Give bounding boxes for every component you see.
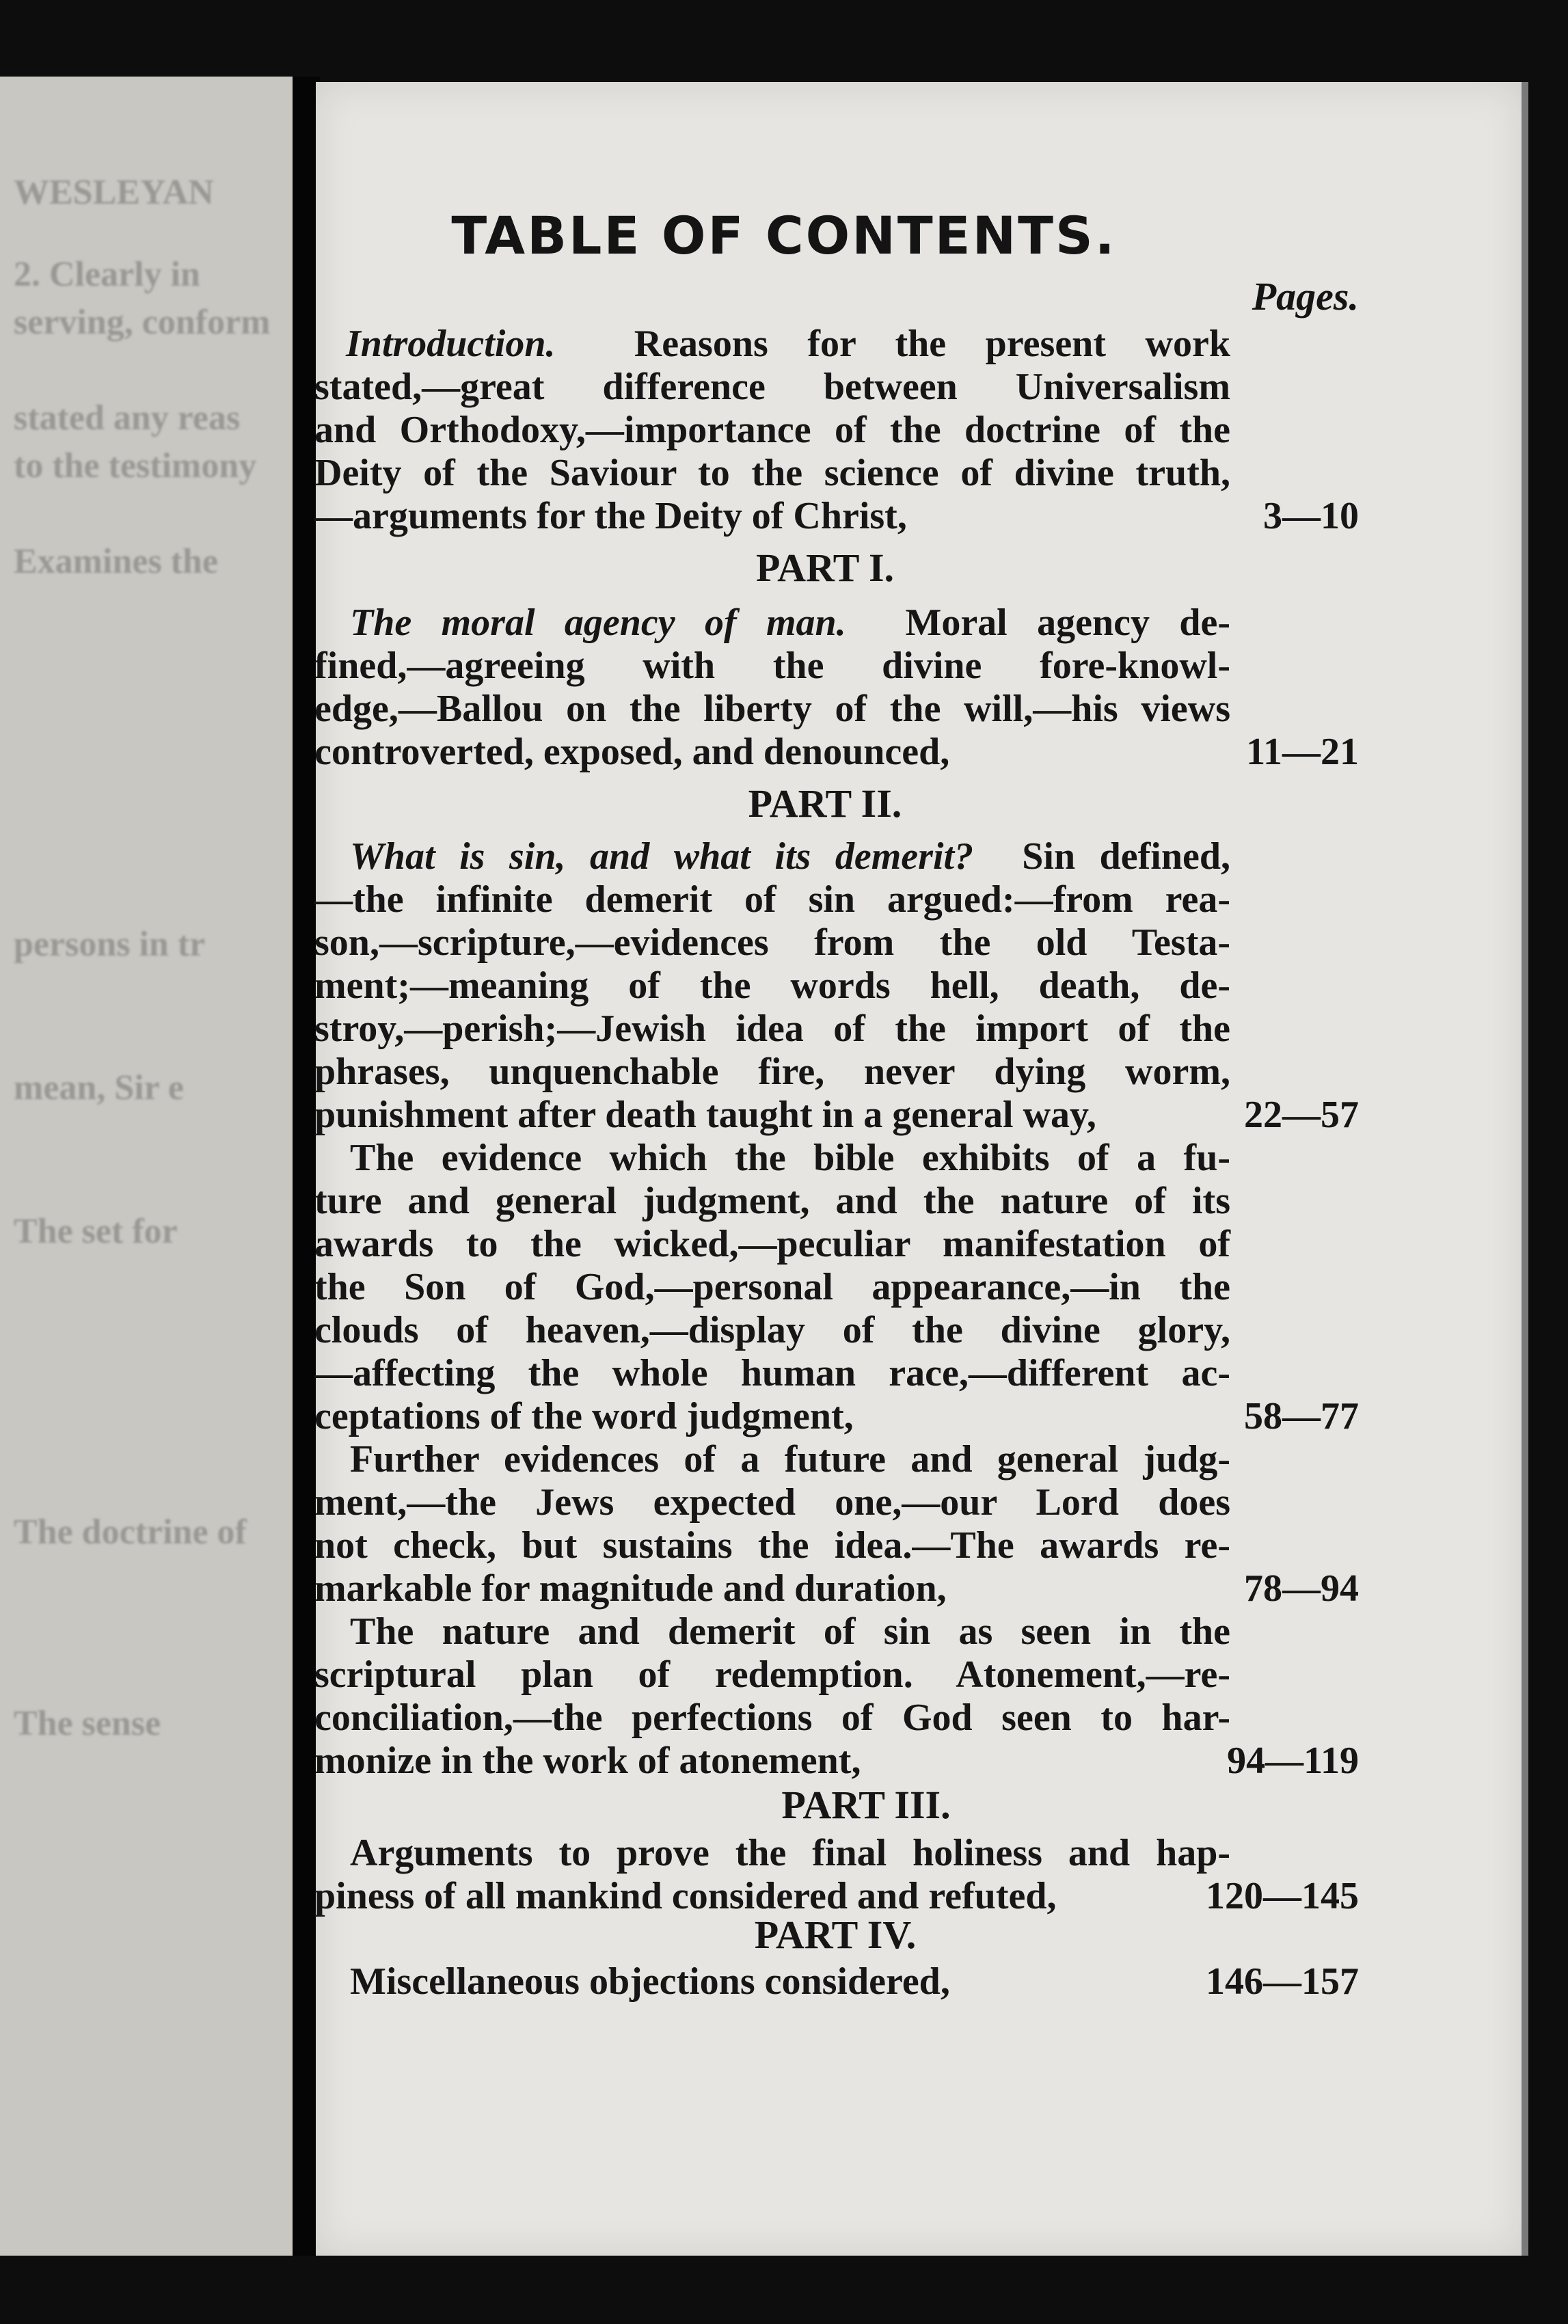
part-2-s4-line-2: scriptural plan of redemption. Atonement,—re- <box>314 1653 1230 1696</box>
part-4-pages: 146—157 <box>1206 1960 1359 2003</box>
part-2-pages: 22—57 <box>1244 1094 1359 1136</box>
part-1-line-4: controverted, exposed, and denounced, <box>314 731 950 773</box>
part-2-line-5: stroy,—perish;—Jewish idea of the import of the <box>314 1008 1230 1050</box>
part-1-line-1: The moral agency of man. Moral agency de- <box>350 602 1230 644</box>
intro-line-1: Introduction. Reasons for the present work <box>346 323 1230 365</box>
part-2-s4-pages: 94—119 <box>1227 1740 1359 1782</box>
part-3-line-1: Arguments to prove the final holiness and hap- <box>350 1832 1230 1874</box>
part-2-s3-line-1: Further evidences of a future and general judg- <box>350 1438 1230 1481</box>
part-4-line-1: Miscellaneous objections considered, <box>350 1960 950 2003</box>
part-2-s3-line-4: markable for magnitude and duration, <box>314 1567 947 1610</box>
part-2-s3-line-3: not check, but sustains the idea.—The awards re- <box>314 1524 1230 1567</box>
intro-line-2: stated,—great difference between Universalism <box>314 366 1230 408</box>
part-2-s4-line-3: conciliation,—the perfections of God seen to har- <box>314 1697 1230 1739</box>
page-title: TABLE OF CONTENTS. <box>451 205 1117 266</box>
part-2-s2-line-2: ture and general judgment, and the nature of its <box>314 1180 1230 1222</box>
part-3-pages: 120—145 <box>1206 1875 1359 1917</box>
part-1-line-3: edge,—Ballou on the liberty of the will,—his views <box>314 688 1230 730</box>
part-3-heading: PART III. <box>781 1783 951 1827</box>
part-2-s4-line-4: monize in the work of atonement, <box>314 1740 861 1782</box>
intro-line-5: —arguments for the Deity of Christ, <box>314 495 907 537</box>
part-2-line-7: punishment after death taught in a general way, <box>314 1094 1096 1136</box>
part-1-line-2: fined,—agreeing with the divine fore-knowl- <box>314 645 1230 687</box>
part-4-heading: PART IV. <box>754 1913 917 1957</box>
pages-column-label: Pages. <box>1252 274 1359 319</box>
part-2-s3-line-2: ment,—the Jews expected one,—our Lord does <box>314 1481 1230 1524</box>
part-1-pages: 11—21 <box>1246 731 1359 773</box>
part-2-s2-line-6: —affecting the whole human race,—different ac- <box>314 1352 1230 1394</box>
part-1-heading: PART I. <box>755 545 895 590</box>
part-3-line-2: piness of all mankind considered and refuted, <box>314 1875 1057 1917</box>
part-2-heading: PART II. <box>748 781 902 826</box>
part-2-s2-line-5: clouds of heaven,—display of the divine glory, <box>314 1309 1230 1351</box>
part-2-line-3: son,—scripture,—evidences from the old Testa- <box>314 921 1230 964</box>
part-2-s2-pages: 58—77 <box>1244 1395 1359 1437</box>
part-2-lead: What is sin, and what its demerit? <box>350 835 974 878</box>
part-2-s3-pages: 78—94 <box>1244 1567 1359 1610</box>
part-2-s2-line-7: ceptations of the word judgment, <box>314 1395 854 1437</box>
part-2-s2-line-3: awards to the wicked,—peculiar manifestation of <box>314 1223 1230 1265</box>
part-1-lead: The moral agency of man. <box>350 602 846 644</box>
part-2-line-2: —the infinite demerit of sin argued:—from rea- <box>314 878 1230 921</box>
intro-line-4: Deity of the Saviour to the science of divine truth, <box>314 452 1230 494</box>
part-2-line-1: What is sin, and what its demerit? Sin defined, <box>350 835 1231 878</box>
part-2-line-4: ment;—meaning of the words hell, death, de- <box>314 964 1230 1007</box>
intro-lead: Introduction. <box>346 323 556 365</box>
facing-page: WESLEYAN 2. Clearly in serving, conform stated any reas to the testimony Examines the persons in tr mean, Sir e The set for The doctrine of The sense <box>0 77 294 2256</box>
part-2-s2-line-1: The evidence which the bible exhibits of a fu- <box>350 1137 1230 1179</box>
intro-pages: 3—10 <box>1263 495 1359 537</box>
part-2-line-6: phrases, unquenchable fire, never dying worm, <box>314 1051 1230 1093</box>
part-2-s4-line-1: The nature and demerit of sin as seen in the <box>350 1610 1230 1653</box>
intro-line-3: and Orthodoxy,—importance of the doctrine of the <box>314 409 1230 451</box>
part-2-s2-line-4: the Son of God,—personal appearance,—in the <box>314 1266 1230 1308</box>
